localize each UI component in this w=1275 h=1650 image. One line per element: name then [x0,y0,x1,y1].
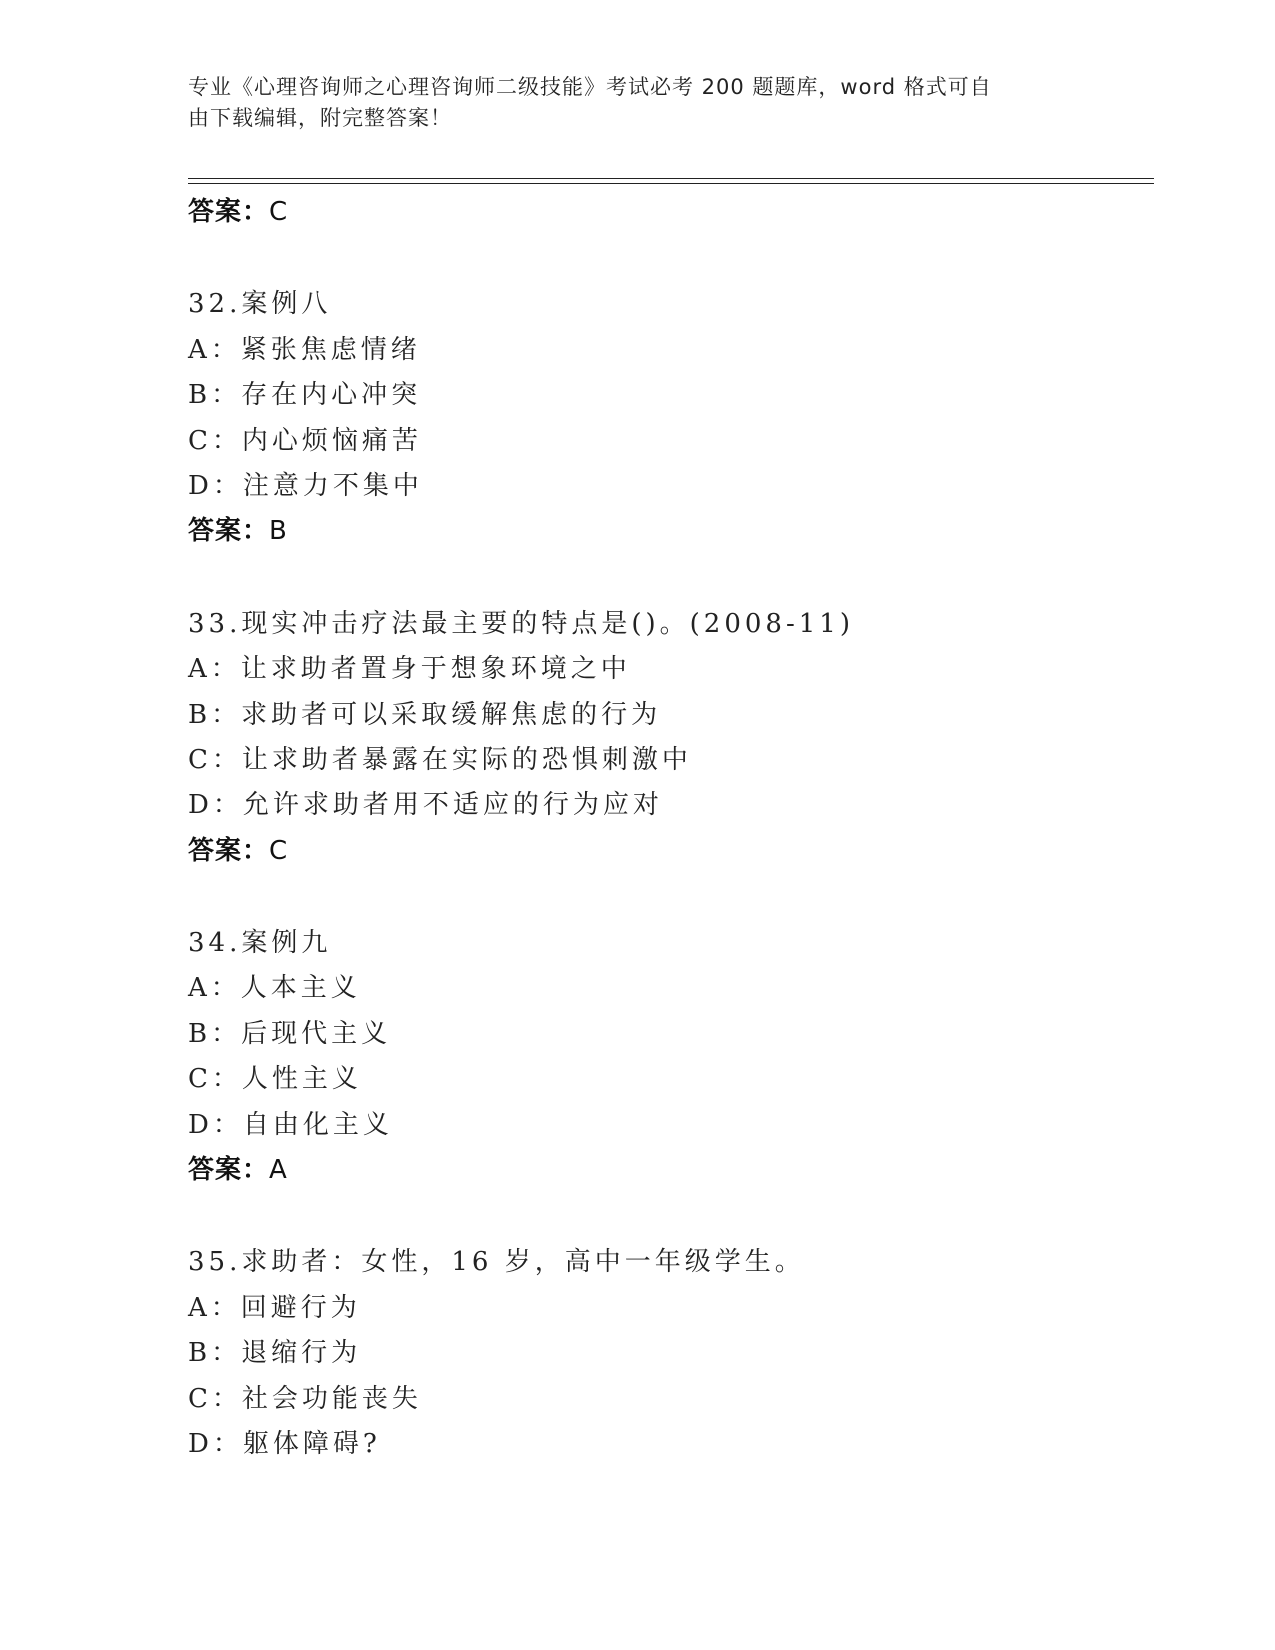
option-d: D：允许求助者用不适应的行为应对 [188,790,663,821]
answer-label: 答案： [188,1155,270,1186]
answer-value: A [269,1155,288,1186]
answer-line [188,509,1154,554]
option-a: A：人本主义 [188,973,361,1004]
question-stem: 34.案例九 [188,928,332,959]
spacer [188,874,1154,921]
option-a: A：回避行为 [188,1292,361,1323]
spacer [188,555,1154,602]
option-c: C：让求助者暴露在实际的恐惧刺激中 [188,744,692,775]
option-b: B：退缩行为 [188,1338,362,1369]
option-c: C：人性主义 [188,1064,362,1095]
question-block [188,602,1154,874]
option-d: D：躯体障碍? [188,1428,381,1459]
option-b: B：存在内心冲突 [188,380,422,411]
option-b: B：后现代主义 [188,1018,392,1049]
option-c: C：内心烦恼痛苦 [188,425,422,456]
answer-value: C [269,197,289,227]
answer-value: B [269,516,288,547]
question-block [188,1240,1154,1467]
answer-label: 答案： [188,835,270,866]
answer-value: C [269,835,289,866]
question-block [188,282,1154,554]
option-c: C：社会功能丧失 [188,1383,422,1414]
option-a: A：让求助者置身于想象环境之中 [188,654,631,685]
answer-label: 答案： [188,197,270,227]
header-line-2: 由下载编辑，附完整答案！ [188,106,452,130]
option-d: D：自由化主义 [188,1109,393,1140]
answer-line [188,190,1154,235]
document-header [188,72,1068,134]
option-b: B：求助者可以采取缓解焦虑的行为 [188,699,662,730]
question-stem: 33.现实冲击疗法最主要的特点是()。(2008-11) [188,608,854,639]
answer-line [188,1148,1154,1193]
spacer [188,235,1154,282]
option-a: A：紧张焦虑情绪 [188,334,421,365]
option-d: D：注意力不集中 [188,470,423,501]
question-stem: 32.案例八 [188,289,332,320]
spacer [188,1193,1154,1240]
question-stem: 35.求助者：女性，16 岁，高中一年级学生。 [188,1247,805,1278]
header-divider-top [188,178,1154,179]
answer-label: 答案： [188,516,270,547]
answer-line [188,829,1154,874]
question-list [188,190,1154,1467]
header-line-1: 专业《心理咨询师之心理咨询师二级技能》考试必考 200 题题库，word 格式可自 [188,75,992,99]
question-block [188,921,1154,1193]
header-divider-bottom [188,183,1154,184]
